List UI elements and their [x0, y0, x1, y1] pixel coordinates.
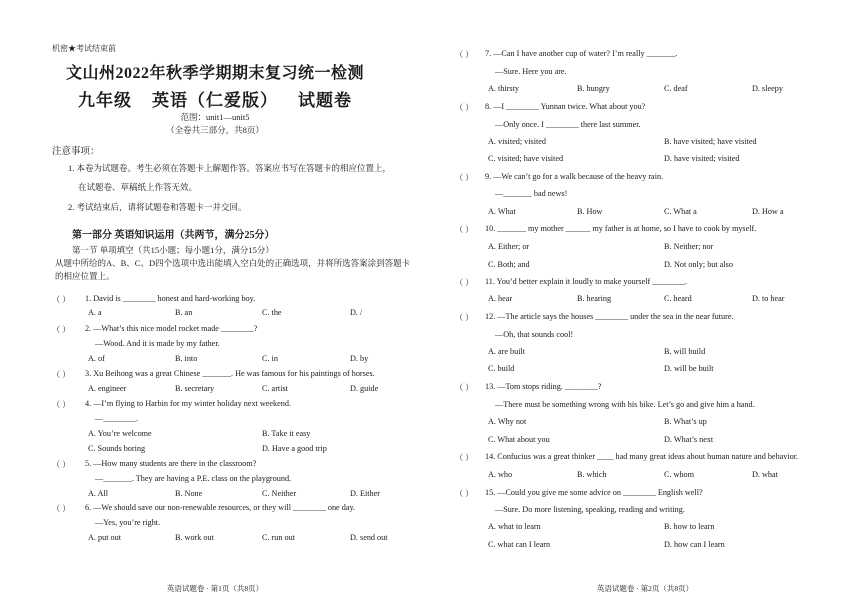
exam-subtitle: [0, 86, 430, 111]
page-count-note: （全卷共三部分，共8页）: [166, 125, 264, 135]
option-a: A. What: [488, 207, 516, 216]
option-c: C. run out: [262, 533, 295, 542]
option-b: B. into: [175, 354, 198, 363]
option-c: C. build: [488, 364, 515, 373]
option-c: C. What about you: [488, 435, 550, 444]
question-stem: 7. —Can I have another cup of water? I’m really _______.: [485, 49, 678, 58]
note-1-cont: 在试题卷、草稿纸上作答无效。: [78, 182, 198, 192]
option-d: D. What’s next: [664, 435, 714, 444]
option-b: B. have visited; have visited: [664, 137, 757, 146]
option-b: B. How: [577, 207, 603, 216]
option-a: A. who: [488, 470, 513, 479]
question-stem: 4. —I’m flying to Harbin for my winter holiday next weekend.: [85, 399, 292, 408]
option-a: A. put out: [88, 533, 121, 542]
question-stem: 6. —We should save our non-renewable resources, or they will ________ one day.: [85, 503, 356, 512]
question-stem: 11. You’d better explain it loudly to make yourself ________.: [485, 277, 688, 286]
option-a: A. hear: [488, 294, 513, 303]
option-c: C. whom: [664, 470, 695, 479]
confidential-label: 机密★考试结束前: [52, 44, 116, 53]
answer-bracket: （ ）: [455, 103, 474, 112]
question-dialogue-line: —Wood. And it is made by my father.: [95, 339, 220, 348]
option-d: D. will be built: [664, 364, 714, 373]
option-d: D. what: [752, 470, 778, 479]
option-a: A. engineer: [88, 384, 127, 393]
page-footer-right: 英语试题卷 · 第2页（共8页）: [596, 584, 694, 593]
question-dialogue-line: —_______ bad news!: [495, 189, 568, 198]
option-d: D. Not only; but also: [664, 260, 733, 269]
question-stem: 3. Xu Beihong was a great Chinese _______. He was famous for his paintings of horses.: [85, 369, 375, 378]
question-dialogue-line: —Oh, that sounds cool!: [495, 330, 574, 339]
option-d: D. guide: [350, 384, 379, 393]
answer-bracket: （ ）: [52, 504, 71, 513]
notes-heading: 注意事项：: [52, 147, 100, 157]
option-b: B. an: [175, 308, 193, 317]
answer-bracket: （ ）: [455, 489, 474, 498]
subject-label: 英语（仁爱版）: [152, 91, 278, 110]
question-dialogue-line: —Sure. Do more listening, speaking, reading and writing.: [495, 505, 685, 514]
page-footer-left: 英语试题卷 · 第1页（共8页）: [166, 584, 264, 593]
answer-bracket: （ ）: [455, 173, 474, 182]
question-stem: 5. —How many students are there in the classroom?: [85, 459, 257, 468]
question-dialogue-line: —_______. They are having a P.E. class on the playground.: [95, 474, 292, 483]
question-dialogue-line: —Only once. I ________ there last summer.: [495, 120, 641, 129]
option-d: D. how can I learn: [664, 540, 725, 549]
section-one-heading: 第一节 单项填空（共15小题；每小题1分，满分15分）: [72, 245, 274, 255]
option-b: B. hungry: [577, 84, 610, 93]
option-b: B. What’s up: [664, 417, 707, 426]
question-dialogue-line: —________.: [95, 414, 138, 423]
answer-bracket: （ ）: [455, 453, 474, 462]
section-instruction: 从题中所给的A、B、C、D四个选项中选出能填入空白处的正确选项，并将所选答案涂到答题卡的相应位置上。: [55, 258, 411, 281]
option-a: A. of: [88, 354, 105, 363]
exam-scope: 范围：unit1—unit5: [180, 112, 250, 122]
option-d: D. Have a good trip: [262, 444, 327, 453]
part-one-heading: 第一部分 英语知识运用（共两节，满分25分）: [72, 230, 275, 241]
page-right: [430, 0, 860, 607]
answer-bracket: （ ）: [455, 383, 474, 392]
option-d: D. send out: [350, 533, 388, 542]
option-b: B. how to learn: [664, 522, 715, 531]
question-dialogue-line: —Sure. Here you are.: [495, 67, 567, 76]
option-d: D. Either: [350, 489, 381, 498]
option-a: A. You’re welcome: [88, 429, 152, 438]
option-d: D. How a: [752, 207, 784, 216]
option-d: D. sleepy: [752, 84, 783, 93]
option-b: B. which: [577, 470, 607, 479]
question-stem: 13. —Tom stops riding. ________?: [485, 382, 602, 391]
option-c: C. What a: [664, 207, 697, 216]
answer-bracket: （ ）: [52, 295, 71, 304]
option-a: A. Either; or: [488, 242, 530, 251]
answer-bracket: （ ）: [455, 313, 474, 322]
option-b: B. Neither; nor: [664, 242, 714, 251]
option-a: A. a: [88, 308, 102, 317]
option-b: B. None: [175, 489, 203, 498]
option-a: A. what to learn: [488, 522, 541, 531]
option-b: B. work out: [175, 533, 214, 542]
question-dialogue-line: —There must be something wrong with his bike. Let’s go and give him a hand.: [495, 400, 755, 409]
option-b: B. secretary: [175, 384, 215, 393]
option-c: C. in: [262, 354, 278, 363]
option-c: C. Neither: [262, 489, 297, 498]
answer-bracket: （ ）: [52, 325, 71, 334]
answer-bracket: （ ）: [52, 460, 71, 469]
option-a: A. are built: [488, 347, 526, 356]
question-dialogue-line: —Yes, you’re right.: [95, 518, 161, 527]
answer-bracket: （ ）: [52, 370, 71, 379]
question-stem: 14. Confucius was a great thinker ____ had many great ideas about human nature and behavior.: [485, 452, 799, 461]
option-a: A. All: [88, 489, 109, 498]
answer-bracket: （ ）: [52, 400, 71, 409]
option-c: C. artist: [262, 384, 288, 393]
option-d: D. to hear: [752, 294, 785, 303]
option-c: C. deaf: [664, 84, 688, 93]
grade-label: 九年级: [78, 91, 132, 110]
question-stem: 9. —We can’t go for a walk because of the heavy rain.: [485, 172, 664, 181]
paper-label: 试题卷: [298, 91, 352, 110]
answer-bracket: （ ）: [455, 278, 474, 287]
answer-bracket: （ ）: [455, 225, 474, 234]
option-d: D. /: [350, 308, 363, 317]
option-c: C. heard: [664, 294, 692, 303]
option-b: B. will build: [664, 347, 706, 356]
exam-title: 文山州2022年秋季学期期末复习统一检测: [65, 65, 364, 82]
option-a: A. thirsty: [488, 84, 519, 93]
option-c: C. Sounds boring: [88, 444, 146, 453]
option-b: B. Take it easy: [262, 429, 311, 438]
question-stem: 8. —I ________ Yunnan twice. What about you?: [485, 102, 646, 111]
note-1: 1. 本卷为试题卷。考生必须在答题卡上解题作答。答案应书写在答题卡的相应位置上，: [68, 163, 392, 173]
question-stem: 1. David is ________ honest and hard-working boy.: [85, 294, 256, 303]
option-c: C. the: [262, 308, 282, 317]
option-c: C. Both; and: [488, 260, 530, 269]
question-stem: 2. —What’s this nice model rocket made ________?: [85, 324, 258, 333]
option-c: C. what can I learn: [488, 540, 551, 549]
note-2: 2. 考试结束后，请将试题卷和答题卡一并交回。: [68, 202, 247, 212]
option-d: D. have visited; visited: [664, 154, 740, 163]
answer-bracket: （ ）: [455, 50, 474, 59]
option-c: C. visited; have visited: [488, 154, 564, 163]
question-stem: 10. _______ my mother ______ my father is at home, so I have to cook by myself.: [485, 224, 757, 233]
option-a: A. visited; visited: [488, 137, 546, 146]
question-stem: 12. —The article says the houses ________ under the sea in the near future.: [485, 312, 734, 321]
question-stem: 15. —Could you give me some advice on ________ English well?: [485, 488, 703, 497]
option-a: A. Why not: [488, 417, 527, 426]
option-b: B. hearing: [577, 294, 612, 303]
option-d: D. by: [350, 354, 369, 363]
